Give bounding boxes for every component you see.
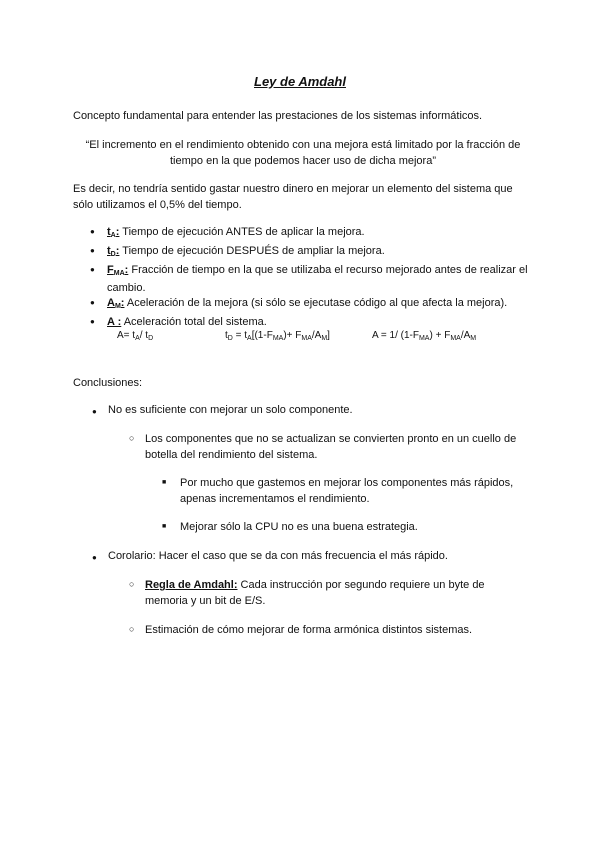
conclusions-heading: Conclusiones: <box>73 377 143 389</box>
conclusion-subitem: Los componentes que no se actualizan se convierten pronto en un cuello de botella del rendimiento del sistema. <box>145 433 517 461</box>
conclusion-subitem: Estimación de cómo mejorar de forma armónica distintos sistemas. <box>145 624 473 636</box>
bullet-square-icon: ■ <box>162 523 167 530</box>
definition-a: ● A : Aceleración total del sistema. <box>90 315 530 333</box>
es-decir-paragraph: Es decir, no tendría sentido gastar nuestro dinero en mejorar un elemento del sistema que sólo utilizamos el 0,5% del tiempo. <box>73 183 513 211</box>
conclusion-item: No es suficiente con mejorar un solo componente. <box>108 404 353 416</box>
formula-speedup: $A= t_A/$ $t_D$ <box>117 330 154 342</box>
definition-ta: ● $t_A$: Tiempo de ejecución ANTES de aplicar la mejora. <box>90 225 530 243</box>
definition-fma: ● $F_{MA}$: Fracción de tiempo en la que se utilizaba el recurso mejorado antes de realizar el cambio. <box>90 263 530 295</box>
conclusion-subsubitem: Mejorar sólo la CPU no es una buena estrategia. <box>180 521 418 533</box>
quote-paragraph: “El incremento en el rendimiento obtenido con una mejora está limitado por la fracción de tiempo en la que podemos hacer uso de dicha mejora” <box>85 139 521 167</box>
bullet-filled-icon: ● <box>92 407 97 416</box>
amdahl-rule-label: Regla de Amdahl: <box>145 579 238 591</box>
intro-paragraph: Concepto fundamental para entender las prestaciones de los sistemas informáticos. <box>73 110 483 122</box>
conclusion-item: Corolario: Hacer el caso que se da con más frecuencia el más rápido. <box>108 550 448 562</box>
conclusion-subsubitem: Por mucho que gastemos en mejorar los componentes más rápidos, apenas incrementamos el rendimiento. <box>180 477 514 505</box>
definitions-list <box>90 225 530 334</box>
conclusion-subitem: Regla de Amdahl: Cada instrucción por segundo requiere un byte de memoria y un bit de E/S. <box>145 579 485 607</box>
bullet-hollow-icon: ○ <box>129 624 135 634</box>
bullet-filled-icon: ● <box>92 553 97 562</box>
bullet-hollow-icon: ○ <box>129 433 135 443</box>
formula-time-after: $t_D = t_A[(1-F_{MA})+ F_{MA}/A_M]$ <box>225 330 330 342</box>
definition-td: ● $t_D$: Tiempo de ejecución DESPUÉS de ampliar la mejora. <box>90 244 530 262</box>
page-title: Ley de Amdahl <box>254 74 346 89</box>
bullet-square-icon: ■ <box>162 479 167 486</box>
bullet-hollow-icon: ○ <box>129 579 135 589</box>
definition-am: ● $A_M$: Aceleración de la mejora (si sólo se ejecutase código al que afecta la mejora). <box>90 296 530 314</box>
formula-amdahl: A = 1/ $(1-F_{MA}) + F_{MA}/A_M$ <box>372 330 477 342</box>
